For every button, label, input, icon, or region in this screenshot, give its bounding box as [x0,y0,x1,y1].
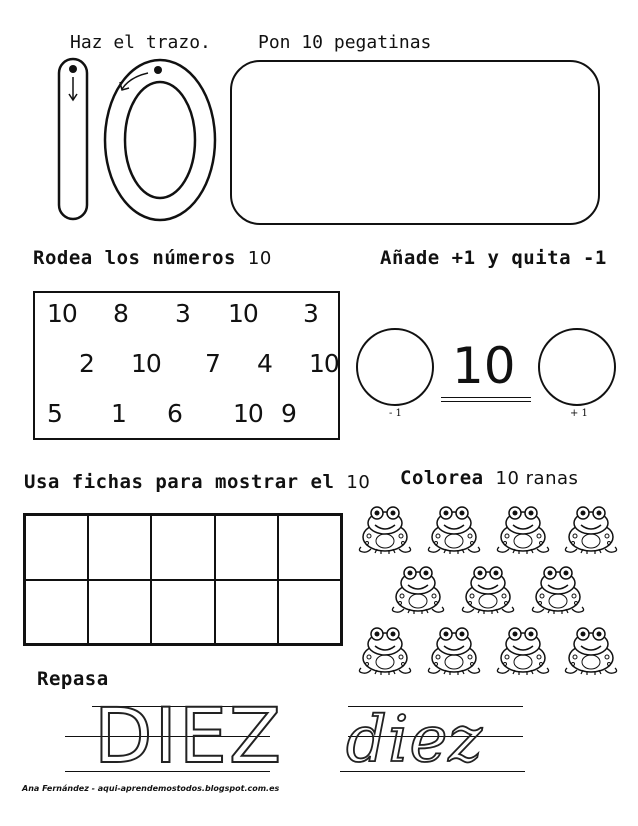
grid-number[interactable]: 9 [281,399,296,428]
plus-one-circle[interactable] [538,328,616,406]
frog-1[interactable] [355,503,415,555]
grid-number[interactable]: 5 [47,399,62,428]
frog-3[interactable] [493,503,553,555]
ten-frame-cell[interactable] [215,580,278,645]
trace-word-lower: diez [346,703,484,777]
number-underline-2 [441,401,531,402]
add-sub-title: Añade +1 y quita -1 [380,247,607,269]
frog-11[interactable] [561,624,621,676]
grid-number[interactable]: 10 [228,299,258,328]
tokens-title: Usa fichas para mostrar el 10 [24,471,371,493]
footer-credit: Ana Fernández - aqui-aprendemostodos.blogspot.com.es [22,784,280,793]
plus-one-label: + 1 [570,408,588,419]
ten-frame-cell[interactable] [88,580,151,645]
grid-number[interactable]: 2 [79,349,94,378]
minus-one-circle[interactable] [356,328,434,406]
frog-9[interactable] [424,624,484,676]
ten-frame-cell[interactable] [25,515,88,580]
minus-one-label: - 1 [389,408,402,419]
circle-numbers-title: Rodea los números 10 [33,247,272,269]
ten-frame-cell[interactable] [88,515,151,580]
frog-2[interactable] [424,503,484,555]
grid-number[interactable]: 10 [309,349,339,378]
frog-4[interactable] [561,503,621,555]
ten-frame-cell[interactable] [278,580,341,645]
grid-number[interactable]: 10 [131,349,161,378]
trace-word-upper: DIEZ [94,691,284,780]
grid-number[interactable]: 7 [205,349,220,378]
frog-8[interactable] [355,624,415,676]
review-title: Repasa [37,668,109,690]
grid-number[interactable]: 3 [175,299,190,328]
frogs-title: Colorea 10 ranas [400,467,579,489]
grid-number[interactable]: 6 [167,399,182,428]
frog-7[interactable] [528,563,588,615]
frog-6[interactable] [458,563,518,615]
grid-number[interactable]: 10 [233,399,263,428]
ten-frame-cell[interactable] [278,515,341,580]
ten-frame-cell[interactable] [25,580,88,645]
ten-frame-cell[interactable] [151,580,214,645]
grid-number[interactable]: 10 [47,299,77,328]
trace-title: Haz el trazo. [70,32,211,53]
grid-number[interactable]: 1 [111,399,126,428]
center-number: 10 [452,337,516,395]
stickers-title: Pon 10 pegatinas [258,32,432,53]
ten-frame-cell[interactable] [215,515,278,580]
ten-frame-cell[interactable] [151,515,214,580]
grid-number[interactable]: 3 [303,299,318,328]
grid-number[interactable]: 8 [113,299,128,328]
ten-frame [23,513,343,646]
trace-ten-outline [50,55,220,225]
frog-10[interactable] [493,624,553,676]
numbers-box [33,291,340,440]
sticker-box[interactable] [230,60,600,225]
grid-number[interactable]: 4 [257,349,272,378]
number-underline [441,397,531,398]
frog-5[interactable] [388,563,448,615]
